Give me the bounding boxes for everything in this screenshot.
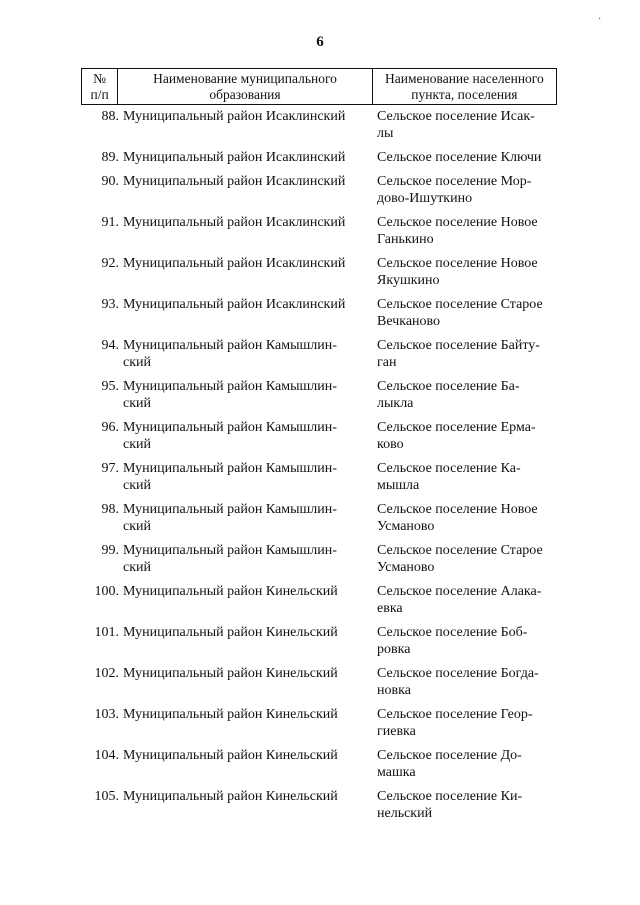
table-row [81,108,561,149]
municipality-name [123,419,371,453]
row-number: 93. [101,297,119,312]
scan-mark: · [598,14,602,25]
header-number-line1: № [93,71,107,86]
settlement-name [377,542,561,576]
municipality-name [123,542,371,576]
municipality-line: Муниципальный район Исаклинский [123,174,346,189]
settlement-name [377,108,561,142]
municipality-name [123,747,371,764]
table-row [81,665,561,706]
settlement-line: машка [377,765,416,780]
table-row [81,747,561,788]
settlement-name [377,337,561,371]
table-row [81,296,561,337]
municipality-line: Муниципальный район Кинельский [123,707,338,722]
municipality-line: Муниципальный район Кинельский [123,748,338,763]
row-number: 104. [94,748,119,763]
header-municipality-line2: образования [209,87,281,102]
municipality-name [123,583,371,600]
table-header [81,68,557,105]
municipality-name [123,149,371,166]
settlement-line: Сельское поселение Ка- [377,461,521,476]
municipality-line: Муниципальный район Камышлин- [123,543,337,558]
settlement-line: Сельское поселение Старое [377,543,543,558]
table-row [81,419,561,460]
settlement-name [377,460,561,494]
settlement-line: лы [377,126,394,141]
settlement-line: ган [377,355,397,370]
row-number: 95. [101,379,119,394]
municipality-line: Муниципальный район Кинельский [123,789,338,804]
header-settlement-line1: Наименование населенного [385,71,544,86]
settlement-line: ровка [377,642,411,657]
settlement-line: ково [377,437,404,452]
row-number: 90. [101,174,119,189]
settlement-name [377,214,561,248]
settlement-name [377,501,561,535]
row-number: 99. [101,543,119,558]
settlement-line: евка [377,601,403,616]
header-municipality-line1: Наименование муниципального [153,71,337,86]
header-settlement-line2: пункта, поселения [411,87,518,102]
row-number: 101. [94,625,119,640]
settlement-line: Усманово [377,560,435,575]
settlement-line: дово-Ишуткино [377,191,473,206]
municipality-line: Муниципальный район Кинельский [123,584,338,599]
municipality-line: ский [123,396,151,411]
municipality-line: Муниципальный район Камышлин- [123,420,337,435]
settlement-line: Сельское поселение Богда- [377,666,539,681]
table-row [81,255,561,296]
settlement-name [377,665,561,699]
municipality-name [123,378,371,412]
municipality-line: Муниципальный район Исаклинский [123,297,346,312]
settlement-name [377,255,561,289]
row-number: 89. [101,150,119,165]
settlement-line: Сельское поселение Новое [377,502,538,517]
municipality-name [123,337,371,371]
settlement-line: Сельское поселение Ерма- [377,420,536,435]
settlement-name [377,296,561,330]
municipality-line: Муниципальный район Исаклинский [123,215,346,230]
settlement-name [377,173,561,207]
municipality-name [123,460,371,494]
municipality-name [123,173,371,190]
row-number: 103. [94,707,119,722]
row-number: 91. [101,215,119,230]
header-settlement [372,69,556,105]
table-row [81,501,561,542]
row-number: 100. [94,584,119,599]
settlement-line: Сельское поселение Алака- [377,584,542,599]
table-row [81,788,561,829]
settlement-line: мышла [377,478,420,493]
municipality-name [123,214,371,231]
row-number: 97. [101,461,119,476]
settlement-name [377,583,561,617]
municipality-name [123,788,371,805]
settlement-line: Сельское поселение Старое [377,297,543,312]
table-row [81,542,561,583]
row-number: 105. [94,789,119,804]
row-number: 88. [101,109,119,124]
settlement-line: Сельское поселение Байту- [377,338,540,353]
settlement-line: Сельское поселение Боб- [377,625,528,640]
municipality-line: Муниципальный район Камышлин- [123,379,337,394]
settlement-name [377,624,561,658]
settlement-line: Якушкино [377,273,440,288]
row-number: 94. [101,338,119,353]
row-number: 92. [101,256,119,271]
settlement-line: новка [377,683,411,698]
settlement-line: нельский [377,806,433,821]
settlement-line: Сельское поселение Ки- [377,789,523,804]
municipality-line: Муниципальный район Кинельский [123,625,338,640]
settlement-name [377,706,561,740]
municipality-name [123,706,371,723]
municipality-name [123,624,371,641]
settlement-line: Сельское поселение Мор- [377,174,532,189]
municipality-line: ский [123,560,151,575]
page-number: 6 [316,34,324,50]
header-number-line2: п/п [90,87,109,102]
settlement-line: Усманово [377,519,435,534]
municipality-line: Муниципальный район Исаклинский [123,256,346,271]
header-number [82,69,118,105]
settlement-name [377,747,561,781]
municipality-line: Муниципальный район Камышлин- [123,338,337,353]
row-number: 102. [94,666,119,681]
settlement-line: Сельское поселение Геор- [377,707,533,722]
header-municipality [118,69,373,105]
table-row [81,214,561,255]
table-body [81,108,561,829]
municipality-name [123,108,371,125]
settlement-name [377,788,561,822]
municipality-line: ский [123,355,151,370]
municipality-line: ский [123,478,151,493]
table-row [81,173,561,214]
settlement-line: Сельское поселение Ба- [377,379,520,394]
municipality-line: Муниципальный район Камышлин- [123,461,337,476]
municipality-name [123,501,371,535]
municipality-line: Муниципальный район Кинельский [123,666,338,681]
settlement-line: Сельское поселение До- [377,748,522,763]
settlement-line: лыкла [377,396,414,411]
settlement-line: Сельское поселение Исак- [377,109,535,124]
municipality-line: ский [123,519,151,534]
table-row [81,706,561,747]
table-row [81,378,561,419]
settlement-line: гиевка [377,724,416,739]
municipality-line: Муниципальный район Исаклинский [123,150,346,165]
settlement-name [377,378,561,412]
settlement-line: Сельское поселение Ключи [377,150,542,165]
municipality-line: ский [123,437,151,452]
municipality-line: Муниципальный район Камышлин- [123,502,337,517]
municipality-name [123,255,371,272]
table-row [81,624,561,665]
municipality-name [123,296,371,313]
table-row [81,149,561,173]
settlement-name [377,419,561,453]
table-row [81,583,561,624]
settlement-line: Вечканово [377,314,441,329]
settlement-name [377,149,561,166]
settlement-line: Сельское поселение Новое [377,215,538,230]
table-row [81,460,561,501]
table-row [81,337,561,378]
row-number: 98. [101,502,119,517]
settlement-line: Ганькино [377,232,434,247]
row-number: 96. [101,420,119,435]
municipality-name [123,665,371,682]
municipality-line: Муниципальный район Исаклинский [123,109,346,124]
settlement-line: Сельское поселение Новое [377,256,538,271]
